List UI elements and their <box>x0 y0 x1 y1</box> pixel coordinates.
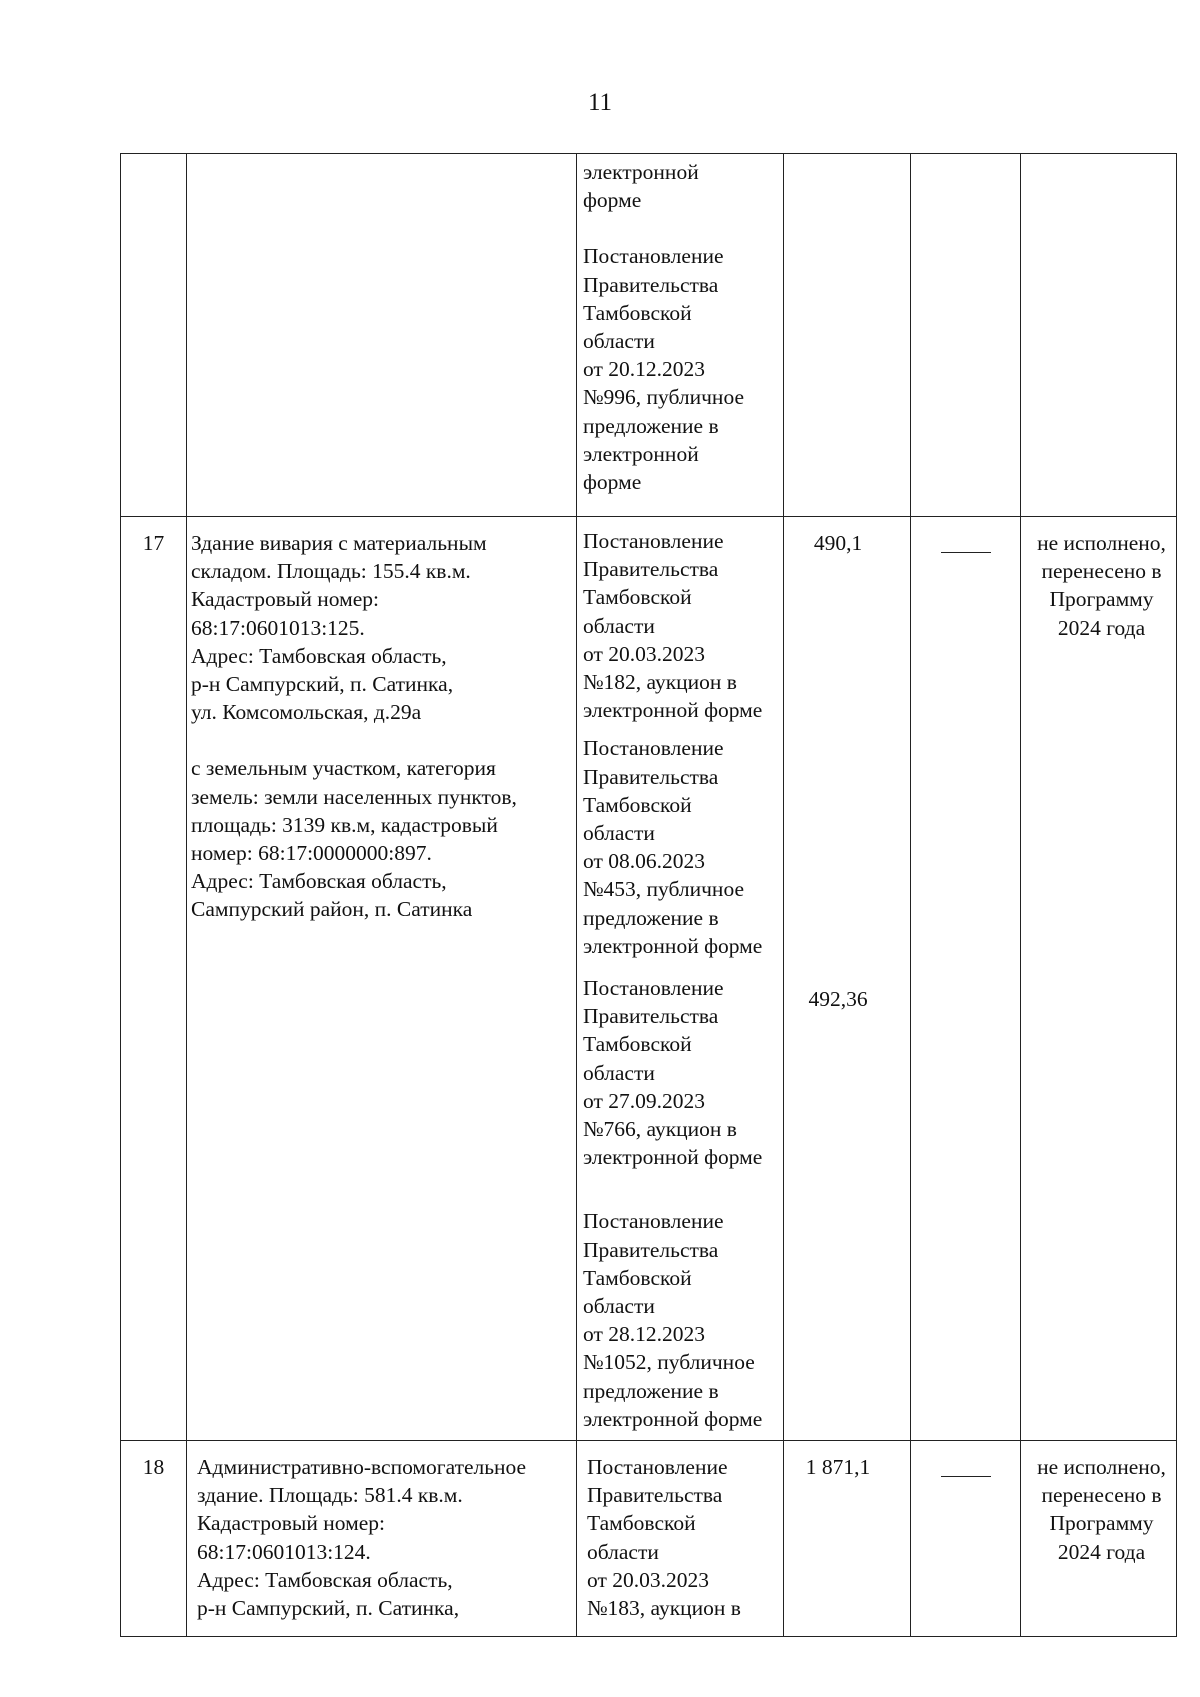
status-cell <box>1021 154 1177 517</box>
document-entry: Постановление Правительства Тамбовской области от 08.06.2023 №453, публичное предложение в электронной форме <box>583 736 763 958</box>
number-cell: 18 <box>121 1441 187 1637</box>
result-cell <box>911 154 1021 517</box>
document-entry: Постановление Правительства Тамбовской области от 20.03.2023 №183, аукцион в <box>587 1455 741 1621</box>
object-cell <box>187 154 577 517</box>
status-cell: не исполнено, перенесено в Программу 2024 года <box>1021 1441 1177 1637</box>
number-cell: 17 <box>121 517 187 1441</box>
document-entry: Постановление Правительства Тамбовской области от 20.03.2023 №182, аукцион в электронной форме <box>583 529 763 723</box>
object-cell <box>187 517 577 1441</box>
object-cell <box>187 1441 577 1637</box>
property-table <box>120 153 1177 1637</box>
dash-mark <box>941 552 991 553</box>
price-value: 1 871,1 <box>805 1455 871 1479</box>
document-entry: электронной форме Постановление Правительства Тамбовской области от 20.12.2023 №996, публичное предложение в электронной форме <box>583 160 744 495</box>
status-cell: не исполнено, перенесено в Программу 2024 года <box>1021 517 1177 1441</box>
price-value: 490,1 <box>813 531 863 555</box>
page-number: 11 <box>587 89 613 116</box>
documents-cell <box>577 154 784 517</box>
price-cell <box>784 1441 911 1637</box>
table-row-continuation <box>121 154 1177 517</box>
object-building-description: Здание вивария с материальным складом. Площадь: 155.4 кв.м. Кадастровый номер: 68:17:0601013:125. Адрес: Тамбовская область, р-н Сампурский, п. Сатинка, ул. Комсомольская, д.29а <box>191 531 487 725</box>
price-cell <box>784 517 911 1441</box>
result-cell <box>911 1441 1021 1637</box>
documents-cell <box>577 1441 784 1637</box>
result-cell <box>911 517 1021 1441</box>
object-land-description: с земельным участком, категория земель: земли населенных пунктов, площадь: 3139 кв.м, кадастровый номер: 68:17:0000000:897. Адрес: Тамбовская область, Сампурский район, п. Сатинка <box>191 756 517 922</box>
table-row-17 <box>121 517 1177 1441</box>
documents-cell <box>577 517 784 1441</box>
dash-mark <box>941 1476 991 1477</box>
document-entry: Постановление Правительства Тамбовской области от 28.12.2023 №1052, публичное предложение в электронной форме <box>583 1209 763 1431</box>
document-entry: Постановление Правительства Тамбовской области от 27.09.2023 №766, аукцион в электронной форме <box>583 976 763 1170</box>
object-building-description: Административно-вспомогательное здание. Площадь: 581.4 кв.м. Кадастровый номер: 68:17:0601013:124. Адрес: Тамбовская область, р-н Сампурский, п. Сатинка, <box>197 1455 527 1621</box>
number-cell <box>121 154 187 517</box>
price-cell <box>784 154 911 517</box>
table-row-18 <box>121 1441 1177 1637</box>
price-value: 492,36 <box>808 987 868 1012</box>
